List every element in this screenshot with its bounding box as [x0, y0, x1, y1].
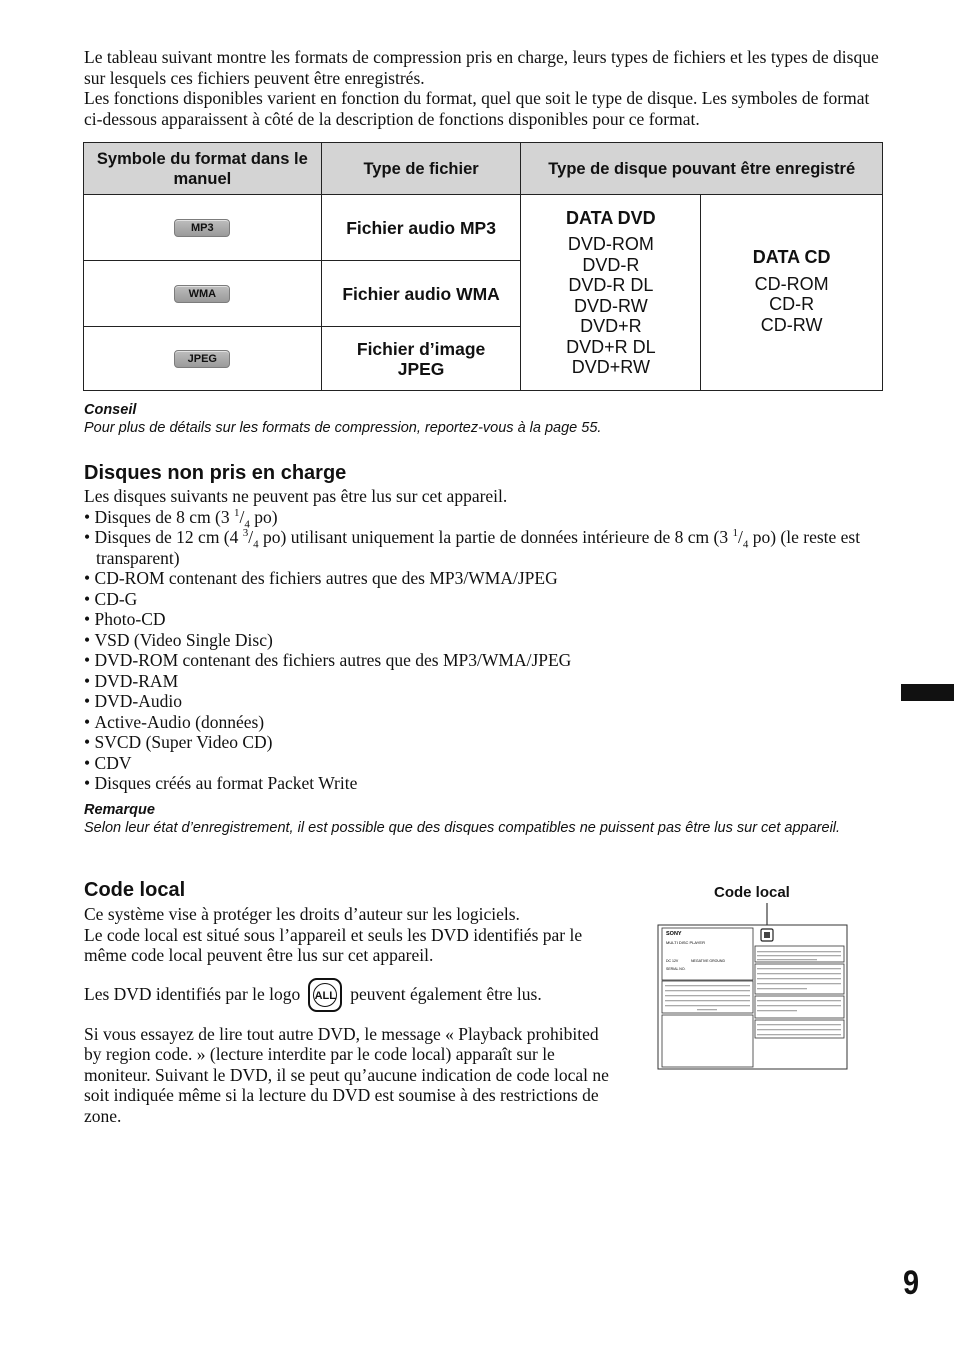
tip-text: Pour plus de détails sur les formats de compression, reportez-vous à la page 55.	[84, 420, 602, 436]
item-text: po) (le reste est transparent)	[96, 527, 861, 568]
logo-line-text: peuvent également être lus.	[350, 984, 542, 1005]
wma-symbol-icon: WMA	[174, 285, 230, 303]
dvd-type: DVD+RW	[571, 357, 650, 377]
unsupported-list	[84, 507, 884, 794]
table-row	[84, 195, 883, 261]
region-paragraph-1: Ce système vise à protéger les droits d’auteur sur les logiciels.	[84, 904, 520, 924]
remark-box	[84, 801, 874, 837]
fraction-denominator: 4	[253, 538, 259, 551]
all-region-logo-icon	[308, 978, 342, 1012]
region-paragraph-2: Le code local est situé sous l’appareil et seuls les DVD identifiés par le même code local peuvent être lus sur cet appareil.	[84, 924, 583, 965]
symbol-cell	[84, 195, 322, 261]
intro-paragraph-2: Les fonctions disponibles varient en fonction du format, quel que soit le type de disque. Les symboles de format ci-dessous apparaissent à côté de la description de fonctions disponibles pour ce format.	[84, 88, 870, 129]
section-tab-marker	[901, 684, 954, 701]
region-paragraph-4: Si vous essayez de lire tout autre DVD, le message « Playback prohibited by region code. » (lecture interdite par le code local) apparaît sur le moniteur. Suivant le DVD, il se peut qu’aucune indication de code local ne soit indiquée même si la lecture du DVD est soumise à des restrictions de zone.	[84, 1023, 609, 1126]
intro-text	[84, 47, 884, 129]
logo-line-text: Les DVD identifiés par le logo	[84, 984, 301, 1005]
list-item: • DVD-RAM	[84, 671, 884, 692]
file-type-cell: Fichier audio WMA	[321, 261, 521, 327]
format-table	[83, 142, 883, 391]
item-text: Disques de 12 cm (4	[94, 527, 243, 547]
list-item: • Disques de 12 cm (4 $^3/_4$ po) utilisant uniquement la partie de données intérieure de 8 cm (3 $^1/_4$ po) (le reste est transparent)	[84, 527, 884, 568]
file-type-cell: Fichier d’image JPEG	[321, 327, 521, 391]
serial-text: SERIAL NO.	[666, 967, 686, 971]
dvd-type: DVD-ROM	[567, 234, 654, 254]
cd-type: CD-RW	[760, 314, 823, 335]
cd-type: CD-ROM	[754, 273, 829, 294]
fraction-numerator: 1	[234, 506, 240, 519]
symbol-cell	[84, 327, 322, 391]
data-cd-title: DATA CD	[752, 247, 831, 267]
data-dvd-title: DATA DVD	[566, 207, 656, 228]
list-item: • DVD-Audio	[84, 691, 884, 712]
brand-text: SONY	[666, 931, 682, 937]
table-header-row	[84, 143, 883, 195]
list-item: • CD-G	[84, 589, 884, 610]
region-code-heading: Code local	[84, 879, 186, 901]
tip-heading: Conseil	[84, 402, 137, 418]
file-type-cell: Fichier audio MP3	[321, 195, 521, 261]
dvd-type: DVD-R DL	[568, 275, 654, 295]
list-item: • Photo-CD	[84, 609, 884, 630]
blank-panel	[662, 1015, 753, 1067]
fraction-numerator: 1	[732, 527, 738, 540]
list-item: • Active-Audio (données)	[84, 712, 884, 733]
remark-text: Selon leur état d’enregistrement, il est possible que des disques compatibles ne puissent pas être lus sur cet appareil.	[84, 820, 841, 836]
all-logo-line	[84, 978, 614, 1012]
header-file-type: Type de fichier	[321, 143, 521, 195]
data-cd-cell	[701, 195, 883, 391]
item-text: Disques de 8 cm (3	[94, 506, 235, 527]
list-item: • Disques créés au format Packet Write	[84, 773, 884, 794]
list-item: • SVCD (Super Video CD)	[84, 732, 884, 753]
fraction-denominator: 4	[244, 518, 250, 530]
tip-box	[84, 401, 601, 437]
warning-panel	[755, 996, 844, 1018]
list-item: • VSD (Video Single Disc)	[84, 630, 884, 651]
region-code-mark	[764, 932, 770, 938]
list-item: • DVD-ROM contenant des fichiers autres que des MP3/WMA/JPEG	[84, 650, 884, 671]
model-text: MULTI DISC PLAYER	[666, 940, 705, 945]
page-number: 9	[903, 1264, 920, 1302]
intro-paragraph-1: Le tableau suivant montre les formats de compression pris en charge, leurs types de fichiers et les types de disque sur lesquels ces fichiers peuvent être enregistrés.	[84, 47, 879, 88]
header-symbol: Symbole du format dans le manuel	[84, 143, 322, 195]
data-dvd-cell	[521, 195, 701, 391]
remark-heading: Remarque	[84, 802, 155, 818]
region-code-text	[84, 904, 614, 1126]
fraction-numerator: 3	[242, 527, 249, 540]
fraction-denominator: 4	[742, 538, 749, 551]
power-text: DC 12V	[666, 959, 679, 963]
unsupported-intro: Les disques suivants ne peuvent pas être lus sur cet appareil.	[84, 486, 508, 506]
unsupported-section	[84, 486, 884, 794]
all-logo-text: ALL	[313, 983, 337, 1007]
list-item: • CDV	[84, 753, 884, 774]
list-item: • CD-ROM contenant des fichiers autres que des MP3/WMA/JPEG	[84, 568, 884, 589]
dvd-type: DVD-R	[582, 254, 640, 275]
cd-type: CD-R	[769, 294, 815, 314]
list-item: • Disques de 8 cm (3 $^1/_4$ po)	[84, 507, 884, 528]
jpeg-symbol-icon: JPEG	[174, 350, 230, 368]
dvd-type: DVD-RW	[574, 295, 648, 316]
dvd-type: DVD+R	[580, 316, 642, 336]
mp3-symbol-icon: MP3	[174, 219, 230, 237]
diagram-label: Code local	[714, 884, 790, 901]
symbol-cell	[84, 261, 322, 327]
item-text: po) utilisant uniquement la partie de données intérieure de 8 cm (3	[258, 527, 733, 547]
unsupported-heading: Disques non pris en charge	[84, 462, 347, 484]
dvd-type: DVD+R DL	[566, 336, 656, 357]
header-disc-type: Type de disque pouvant être enregistré	[521, 143, 883, 195]
region-code-label-diagram	[657, 903, 849, 1071]
ground-text: NEGATIVE GROUND	[691, 959, 725, 963]
item-text: po)	[249, 506, 278, 527]
